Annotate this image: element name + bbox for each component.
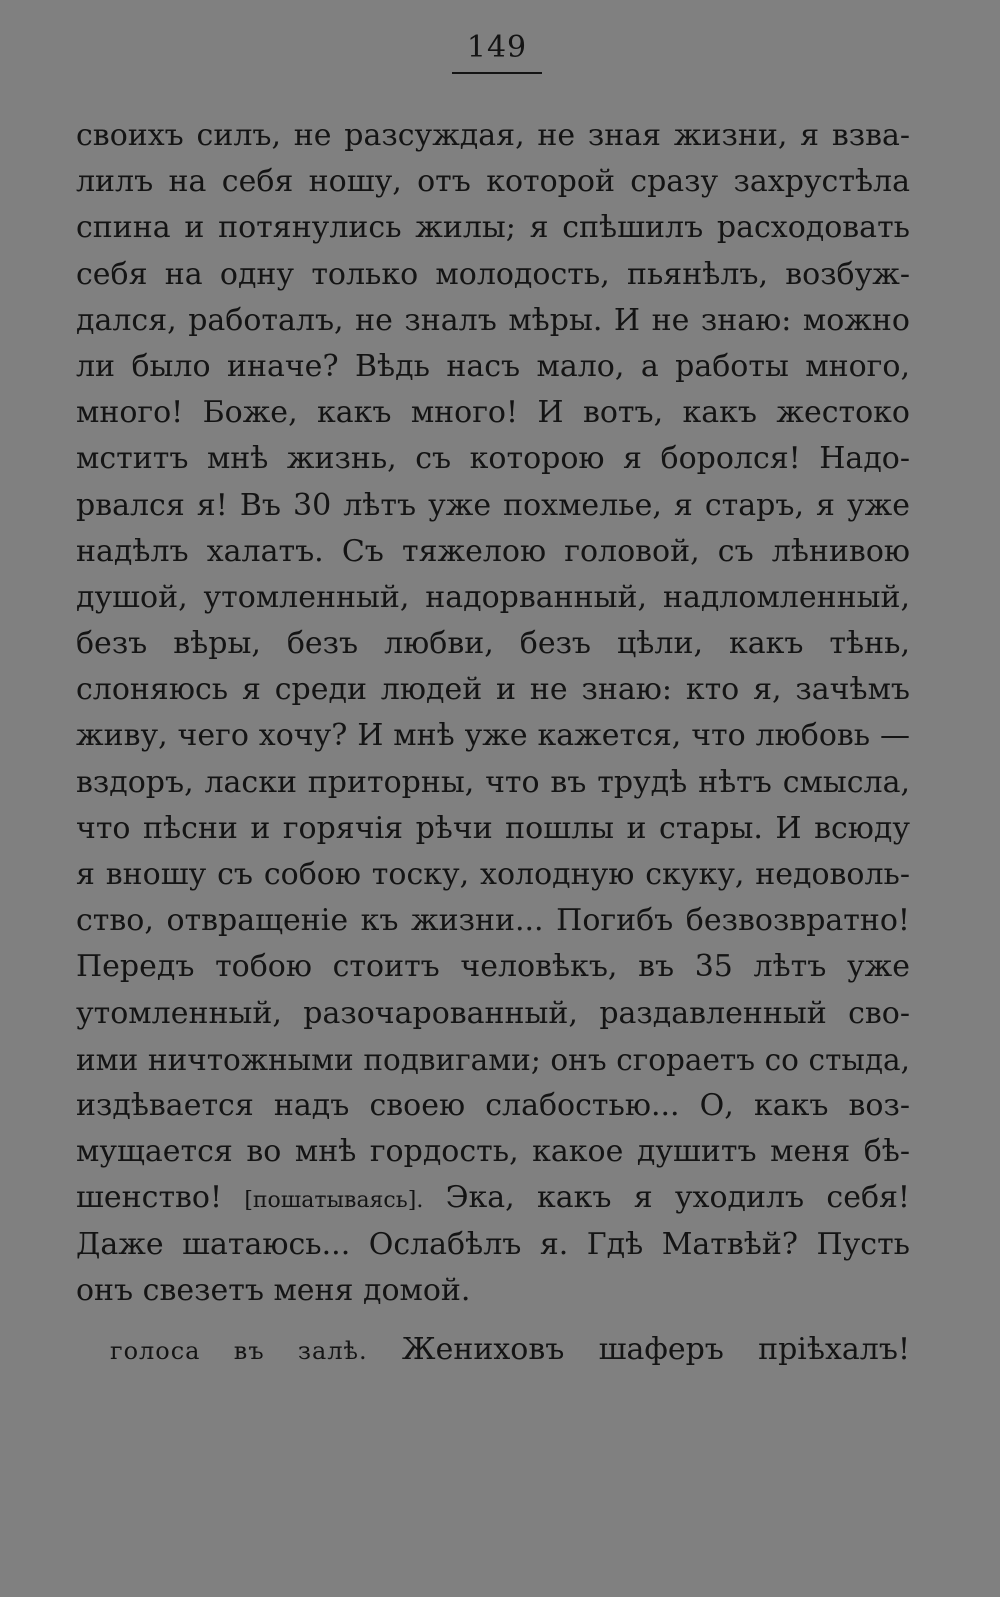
text-line: безъ вѣры, безъ любви, безъ цѣли, какъ тѣнь, xyxy=(76,626,910,662)
text-line: Передъ тобою стоитъ человѣкъ, въ 35 лѣтъ уже xyxy=(76,949,910,985)
text-line: себя на одну только молодость, пьянѣлъ, возбуж- xyxy=(76,256,910,292)
text-line: мущается во мнѣ гордость, какое душитъ меня бѣ- xyxy=(76,1134,910,1170)
page-number: 149 xyxy=(466,30,528,65)
text-line: много! Боже, какъ много! И вотъ, какъ жестоко xyxy=(76,395,910,431)
body-text xyxy=(76,113,910,1314)
text-line: живу, чего хочу? И мнѣ уже кажется, что любовь — xyxy=(76,718,910,754)
text-line: душой, утомленный, надорванный, надломленный, xyxy=(76,579,910,615)
text-line: ство, отвращеніе къ жизни... Погибъ безвозвратно! xyxy=(76,903,910,939)
text-fragment: Эка, какъ я уходилъ себя! xyxy=(445,1180,910,1216)
text-line: дался, работалъ, не зналъ мѣры. И не знаю: можно xyxy=(76,302,910,338)
text-line: спина и потянулись жилы; я спѣшилъ расходовать xyxy=(76,210,910,246)
text-line: утомленный, разочарованный, раздавленный сво- xyxy=(76,995,910,1031)
stage-voices-line xyxy=(110,1327,910,1373)
text-line: мститъ мнѣ жизнь, съ которою я боролся! Надо- xyxy=(76,441,910,477)
text-line: своихъ силъ, не разсуждая, не зная жизни, я взва- xyxy=(76,118,910,153)
text-line: что пѣсни и горячія рѣчи пошлы и стары. И всюду xyxy=(76,810,910,846)
text-line-last: онъ свезетъ меня домой. xyxy=(76,1272,471,1308)
text-line-with-stage-direction xyxy=(76,1175,910,1221)
text-line: вздоръ, ласки приторны, что въ трудѣ нѣтъ смысла, xyxy=(76,764,910,800)
text-line: издѣвается надъ своею слабостью... О, какъ воз- xyxy=(76,1087,910,1123)
text-line: надѣлъ халатъ. Съ тяжелою головой, съ лѣнивою xyxy=(76,533,910,569)
text-line: Даже шатаюсь... Ослабѣлъ я. Гдѣ Матвѣй? Пусть xyxy=(76,1226,910,1262)
text-fragment: шенство! xyxy=(76,1180,223,1216)
text-line: рвался я! Въ 30 лѣтъ уже похмелье, я старъ, я уже xyxy=(76,487,910,523)
text-line: слоняюсь я среди людей и не знаю: кто я, зачѣмъ xyxy=(76,672,910,708)
text-line: ли было иначе? Вѣдь насъ мало, а работы много, xyxy=(76,348,910,384)
text-line: ими ничтожными подвигами; онъ сгораетъ со стыда, xyxy=(76,1042,910,1077)
page-number-rule xyxy=(452,72,542,74)
text-line: лилъ на себя ношу, отъ которой сразу захрустѣла xyxy=(76,164,910,200)
speaker-text: Жениховъ шаферъ пріѣхалъ! xyxy=(401,1332,910,1367)
speaker-label: голоса въ залѣ. xyxy=(110,1337,368,1365)
stage-direction: [пошатываясь]. xyxy=(244,1188,424,1214)
text-line: я вношу съ собою тоску, холодную скуку, недоволь- xyxy=(76,857,910,892)
